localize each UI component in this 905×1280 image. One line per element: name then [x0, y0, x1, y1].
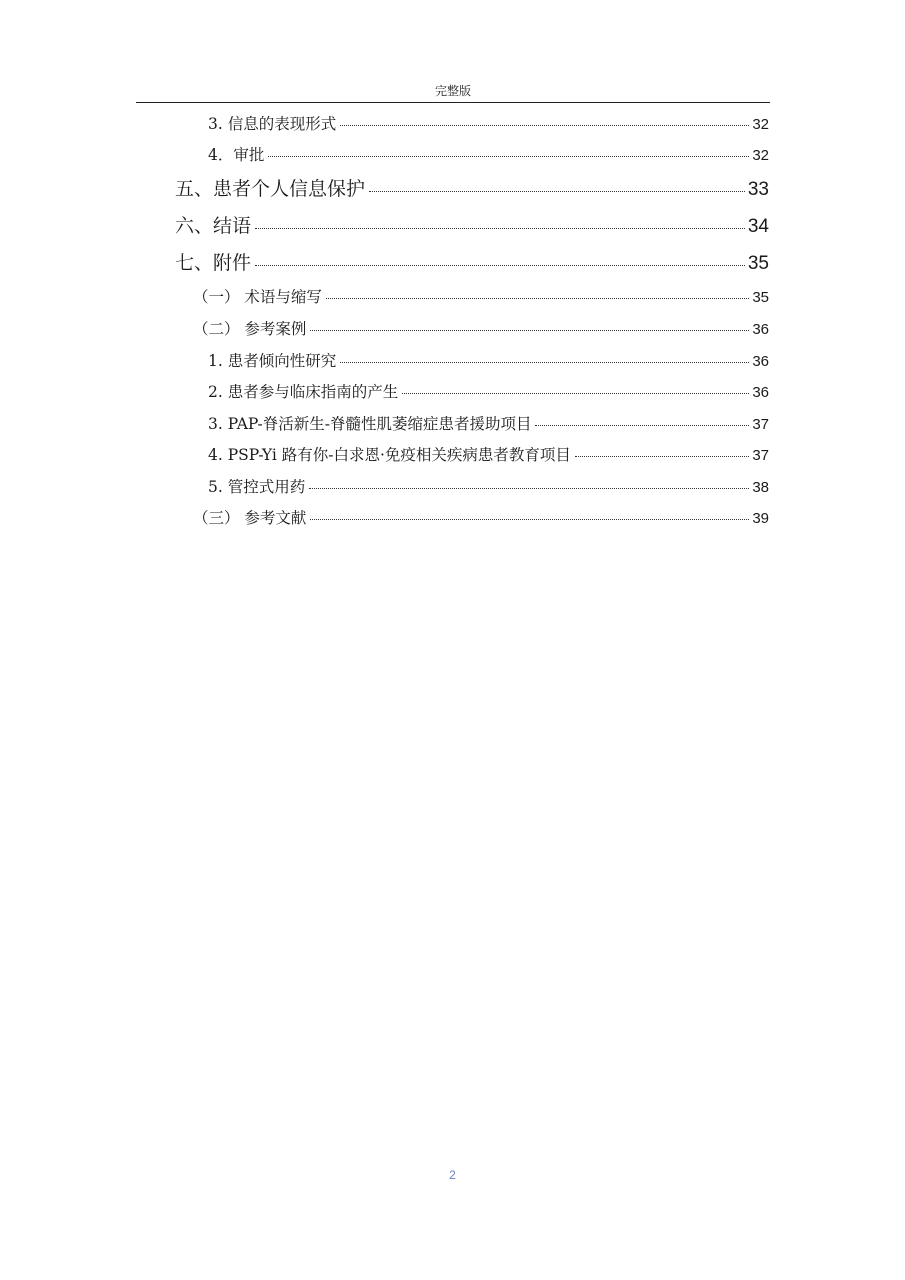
toc-leader-dots — [402, 393, 749, 394]
toc-entry-page: 32 — [752, 116, 769, 133]
toc-leader-dots — [535, 425, 749, 426]
toc-entry-page: 37 — [752, 416, 769, 433]
toc-entry[interactable] — [175, 248, 769, 275]
toc-entry-title: 五、患者个人信息保护 — [175, 178, 366, 200]
toc-entry-title: 1. 患者倾向性研究 — [208, 352, 337, 370]
toc-entry-title: 六、结语 — [175, 215, 252, 237]
toc-leader-dots — [575, 456, 749, 457]
toc-entry-title: 3. PAP-脊活新生-脊髓性肌萎缩症患者援助项目 — [208, 415, 532, 433]
toc-entry-page: 38 — [752, 479, 769, 496]
page-header — [136, 82, 770, 103]
toc-leader-dots — [340, 125, 749, 126]
toc-leader-dots — [268, 156, 749, 157]
toc-entry-page: 37 — [752, 447, 769, 464]
toc-entry-title: （二） 参考案例 — [193, 320, 307, 338]
toc-entry-title: 2. 患者参与临床指南的产生 — [208, 383, 399, 401]
toc-entry-title: 4. PSP-Yi 路有你-白求恩·免疫相关疾病患者教育项目 — [208, 446, 571, 464]
header-title: 完整版 — [434, 84, 471, 98]
toc-entry-page: 35 — [752, 289, 769, 306]
toc-leader-dots — [326, 298, 749, 299]
toc-leader-dots — [340, 362, 749, 363]
toc-entry[interactable] — [175, 174, 769, 201]
toc-entry[interactable] — [208, 143, 769, 165]
toc-entry[interactable] — [193, 506, 769, 528]
toc-leader-dots — [310, 519, 749, 520]
toc-entry[interactable] — [208, 112, 769, 134]
toc-entry-title: 七、附件 — [175, 252, 252, 274]
toc-entry-page: 39 — [752, 510, 769, 527]
toc-entry[interactable] — [208, 412, 769, 434]
toc-leader-dots — [369, 191, 745, 192]
toc-entry[interactable] — [208, 475, 769, 497]
toc-entry-title: （三） 参考文献 — [193, 509, 307, 527]
toc-entry[interactable] — [193, 285, 769, 307]
toc-entry[interactable] — [175, 211, 769, 238]
toc-entry-page: 35 — [747, 253, 769, 274]
toc-entry[interactable] — [208, 380, 769, 402]
toc-leader-dots — [310, 330, 749, 331]
toc-entry-page: 34 — [747, 216, 769, 237]
toc-entry-page: 36 — [752, 353, 769, 370]
toc-entry-title: 5. 管控式用药 — [208, 478, 306, 496]
toc-entry-title: （一） 术语与缩写 — [193, 288, 322, 306]
toc-entry-page: 36 — [752, 321, 769, 338]
toc-entry[interactable] — [208, 443, 769, 465]
toc-leader-dots — [255, 228, 745, 229]
toc-leader-dots — [309, 488, 749, 489]
toc-entry-page: 33 — [747, 179, 769, 200]
toc-entry[interactable] — [208, 349, 769, 371]
toc-entry[interactable] — [193, 317, 769, 339]
toc-entry-page: 32 — [752, 147, 769, 164]
page-number: 2 — [449, 1168, 456, 1182]
toc-entry-page: 36 — [752, 384, 769, 401]
toc-entry-title: 4．审批 — [208, 146, 265, 164]
toc-entry-title: 3. 信息的表现形式 — [208, 115, 337, 133]
toc-leader-dots — [255, 265, 745, 266]
